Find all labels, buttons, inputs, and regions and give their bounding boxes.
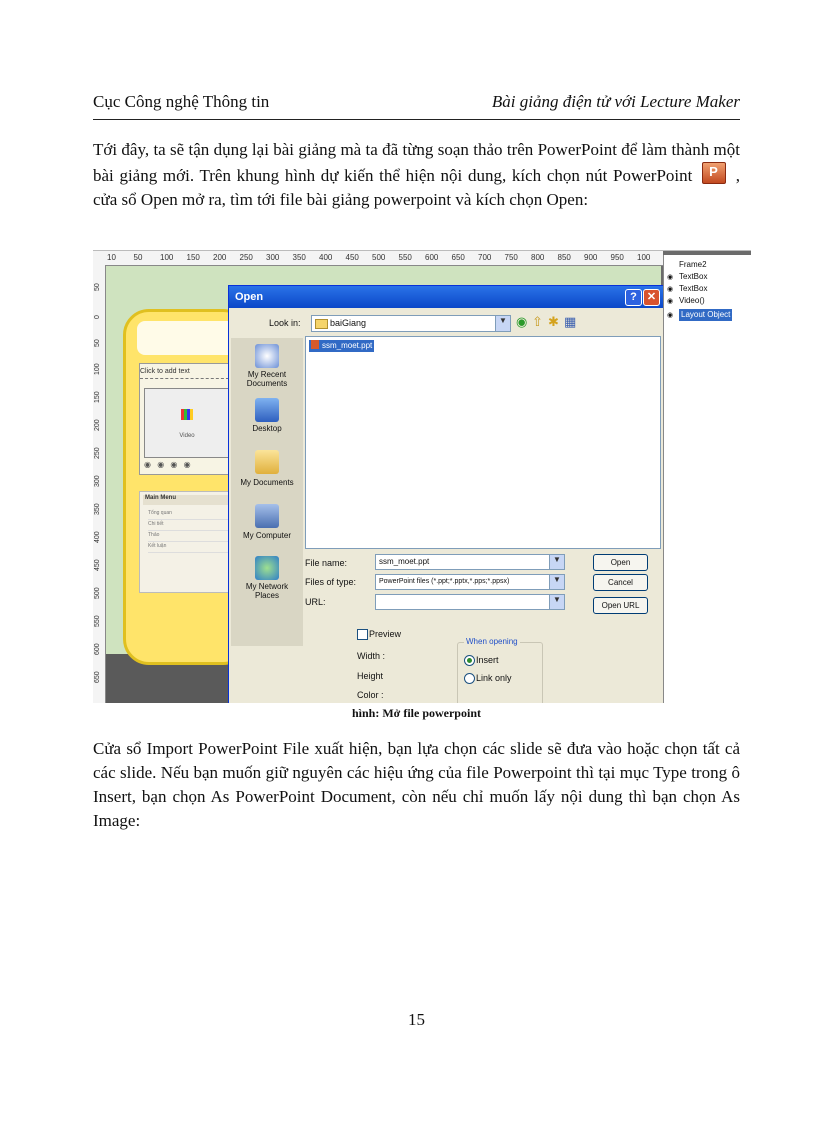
layer-name: Frame2 [679,260,707,269]
ruler-tick-label: 50 [94,339,101,347]
url-label: URL: [305,597,326,607]
place-my-documents[interactable]: My Documents [240,478,294,487]
network-places-icon [255,556,279,580]
dialog-title: Open [235,291,264,303]
ruler-tick-label: 250 [94,447,101,459]
open-button[interactable]: Open [593,554,648,571]
ruler-tick-label: 350 [292,253,306,262]
cancel-button[interactable]: Cancel [593,574,648,591]
ruler-tick-label: 300 [94,475,101,487]
preview-checkbox[interactable] [357,629,368,640]
layer-name: TextBox [679,272,708,281]
slide-menu [139,491,235,593]
layer-item[interactable] [664,259,751,271]
preview-label: Preview [369,629,402,639]
ruler-tick-label: 100 [637,253,651,262]
file-item[interactable] [309,340,374,352]
ruler-tick-label: 600 [94,643,101,655]
look-in-value: baiGiang [330,318,367,328]
file-item-name: ssm_moet.ppt [322,341,373,350]
open-url-button[interactable]: Open URL [593,597,648,614]
ruler-tick-label: 150 [186,253,200,262]
eye-icon[interactable]: ◉ [667,285,674,293]
layer-name: Layout Object [681,310,731,319]
look-in-label: Look in: [269,318,301,328]
up-folder-icon[interactable]: ⇧ [532,315,543,330]
my-computer-icon [255,504,279,528]
ruler-tick-label: 650 [451,253,465,262]
close-button[interactable]: ✕ [643,289,660,306]
video-icon [181,409,193,420]
ruler-tick-label: 150 [94,391,101,403]
place-recent-documents[interactable]: My Recent Documents [246,370,288,388]
when-opening-group [457,637,543,703]
layer-item[interactable] [664,271,751,283]
open-dialog [228,285,664,703]
eye-icon[interactable]: ◉ [667,297,674,305]
folder-icon [315,319,328,329]
ruler-tick-label: 950 [610,253,624,262]
layer-name: TextBox [679,284,708,293]
page-number: 15 [408,1010,425,1029]
menu-item[interactable]: Tổng quan [148,510,228,520]
menu-item[interactable]: Thảo [148,532,228,542]
ruler-tick-label: 450 [94,559,101,571]
help-button[interactable]: ? [625,289,642,306]
figure-caption: hình: Mở file powerpoint [352,706,481,720]
ruler-tick-label: 800 [531,253,545,262]
body-paragraph: Cửa sổ Import PowerPoint File xuất hiện, bạn lựa chọn các slide sẽ đưa vào hoặc chọn tất cả các slide. Nếu bạn muốn giữ nguyên các hiệu ứng của file Powerpoint thì tại mục Type trong ô Insert, bạn chọn As PowerPoint Document, còn nếu chỉ muốn lấy nội dung thì bạn chọn As Image: [93,739,740,830]
header-right: Bài giảng điện tử với Lecture Maker [491,92,740,111]
ruler-tick-label: 0 [94,315,101,319]
layer-name: Video() [679,296,705,305]
header-left: Cục Công nghệ Thông tin [93,92,270,111]
video-placeholder[interactable] [144,388,230,458]
screenshot-figure [93,250,751,703]
files-of-type-label: Files of type: [305,577,357,587]
ppt-file-icon [311,340,319,349]
ruler-tick-label: 10 [107,253,116,262]
places-bar [231,338,303,646]
insert-label: Insert [476,655,499,665]
menu-item[interactable]: Kết luận [148,543,228,553]
layer-item[interactable] [664,283,751,295]
chevron-down-icon[interactable]: ▼ [549,575,564,589]
files-of-type-value: PowerPoint files (*.ppt;*.pptx,*.pps;*.ppsx) [379,578,510,585]
ruler-tick-label: 500 [372,253,386,262]
ruler-tick-label: 600 [425,253,439,262]
ruler-tick-label: 500 [94,587,101,599]
video-label: Video [179,433,195,439]
slide-content-area [139,363,235,475]
ruler-tick-label: 700 [478,253,492,262]
intro-text-before: Tới đây, ta sẽ tận dụng lại bài giảng mà ta đã từng soạn thảo trên PowerPoint để làm thành một bài giảng mới. Trên khung hình dự kiến thể hiện nội dung, kích chọn nút PowerPoint [93,140,740,185]
views-menu-icon[interactable]: ▦ [564,315,577,330]
ruler-tick-label: 100 [160,253,174,262]
recent-documents-icon [255,344,279,368]
ruler-tick-label: 850 [557,253,571,262]
file-list[interactable] [305,336,661,549]
chevron-down-icon[interactable]: ▼ [549,595,564,609]
ruler-tick-label: 400 [94,531,101,543]
file-name-label: File name: [305,558,348,568]
when-opening-label: When opening [466,637,518,646]
ruler-tick-label: 250 [239,253,253,262]
link-only-label: Link only [476,673,512,683]
ruler-tick-label: 550 [94,615,101,627]
ruler-tick-label: 50 [94,283,101,291]
click-to-add-text[interactable]: Click to add text [140,368,234,379]
ruler-tick-label: 550 [398,253,412,262]
ruler-tick-label: 650 [94,671,101,683]
desktop-icon [255,398,279,422]
new-folder-icon[interactable]: ✱ [548,315,559,330]
height-label: Height [357,671,384,681]
dialog-titlebar[interactable] [229,286,663,308]
ruler-tick-label: 350 [94,503,101,515]
layer-item-selected[interactable] [664,309,751,321]
layer-item[interactable] [664,295,751,307]
link-only-radio[interactable] [464,673,475,684]
color-label: Color : [357,690,384,700]
place-desktop[interactable]: Desktop [252,424,282,433]
files-of-type-select[interactable] [375,574,565,590]
chevron-down-icon[interactable]: ▼ [495,316,510,331]
file-name-value: ssm_moet.ppt [379,557,430,566]
ruler-tick-label: 400 [319,253,333,262]
width-label: Width : [357,651,386,661]
powerpoint-icon [702,162,726,184]
file-name-input[interactable] [375,554,565,570]
intro-paragraph [93,138,740,212]
ruler-top [93,251,663,266]
url-input[interactable] [375,594,565,610]
back-icon[interactable]: ◉ [516,315,528,330]
eye-icon[interactable]: ◉ [667,273,674,281]
video-controls[interactable]: ◉ ◉ ◉ ◉ [144,460,193,469]
ruler-tick-label: 450 [345,253,359,262]
ruler-tick-label: 200 [213,253,227,262]
ruler-tick-label: 100 [94,363,101,375]
layer-panel [663,255,751,703]
chevron-down-icon[interactable]: ▼ [549,555,564,569]
ruler-tick-label: 900 [584,253,598,262]
eye-icon[interactable]: ◉ [667,311,674,319]
place-network-places[interactable]: My Network Places [245,582,289,600]
insert-radio[interactable] [464,655,475,666]
look-in-select[interactable] [311,315,511,332]
place-my-computer[interactable]: My Computer [242,531,291,540]
ruler-tick-label: 750 [504,253,518,262]
ruler-tick-label: 200 [94,419,101,431]
my-documents-icon [255,450,279,474]
intro-text-after: , cửa sổ Open mở ra, tìm tới file bài giảng powerpoint và kích chọn Open: [93,166,741,209]
ruler-tick-label: 50 [133,253,143,262]
menu-title: Main Menu [143,495,231,505]
ruler-left [93,265,106,703]
ruler-tick-label: 300 [266,253,280,262]
header-divider [93,119,740,120]
menu-item[interactable]: Chi tiết [148,521,228,531]
